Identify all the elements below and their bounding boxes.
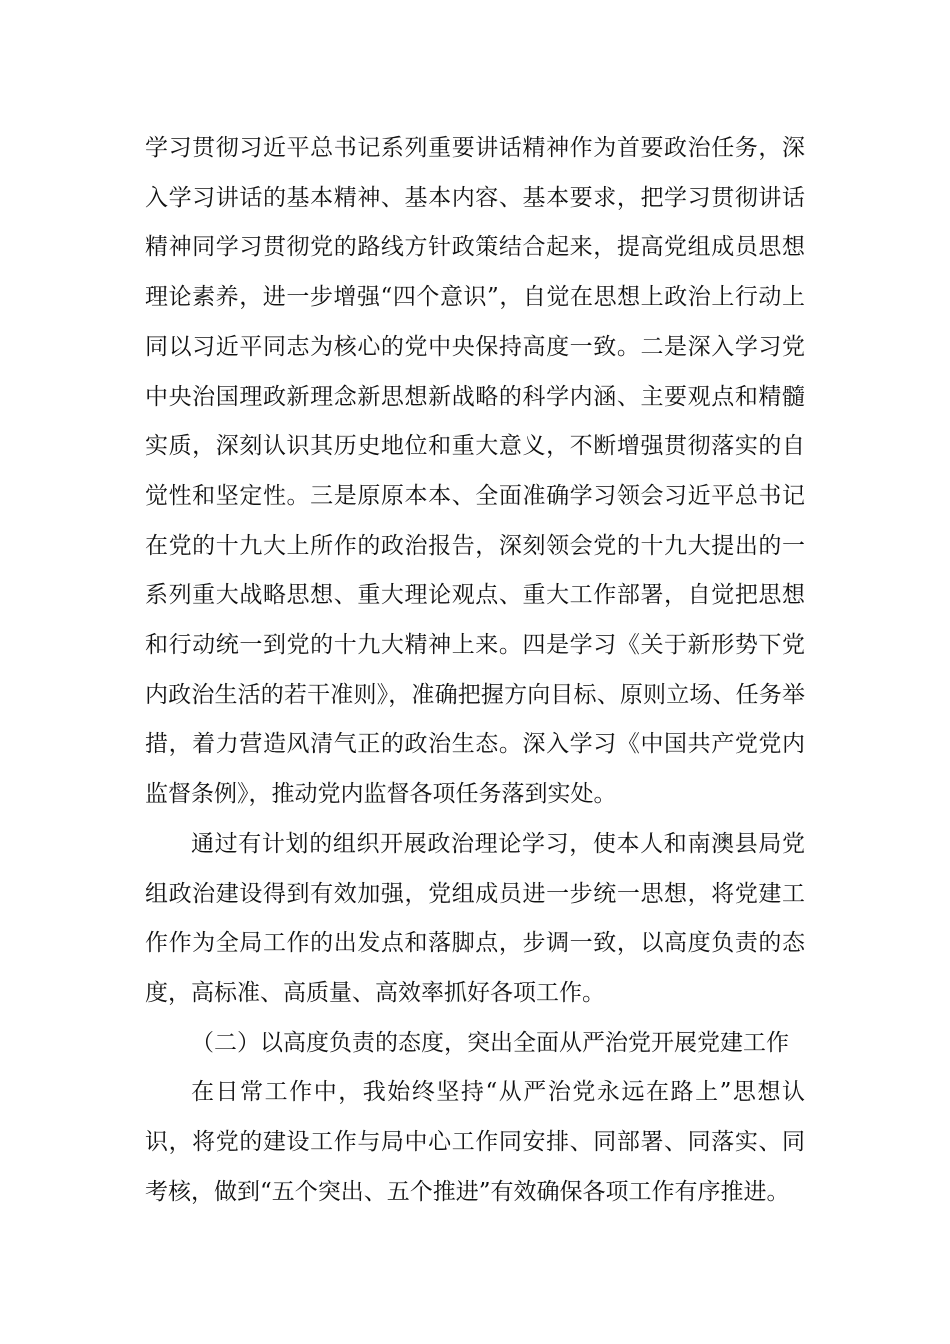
body-paragraph-continuation: 学习贯彻习近平总书记系列重要讲话精神作为首要政治任务，深入学习讲话的基本精神、基本内容、基本要求，把学习贯彻讲话精神同学习贯彻党的路线方针政策结合起来，提高党组成员思想理论素养，进一步增强“四个意识”，自觉在思想上政治上行动上同以习近平同志为核心的党中央保持高度一致。二是深入学习党中央治国理政新理念新思想新战略的科学内涵、主要观点和精髓实质，深刻认识其历史地位和重大意义，不断增强贯彻落实的自觉性和坚定性。三是原原本本、全面准确学习领会习近平总书记在党的十九大上所作的政治报告，深刻领会党的十九大提出的一系列重大战略思想、重大理论观点、重大工作部署，自觉把思想和行动统一到党的十九大精神上来。四是学习《关于新形势下党内政治生活的若干准则》，准确把握方向目标、原则立场、任务举措，着力营造风清气正的政治生态。深入学习《中国共产党党内监督条例》，推动党内监督各项任务落到实处。 xyxy=(145,135,805,808)
body-paragraph-study-result: 通过有计划的组织开展政治理论学习，使本人和南澳县局党组政治建设得到有效加强，党组成员进一步统一思想，将党建工作作为全局工作的出发点和落脚点，步调一致，以高度负责的态度，高标准、高质量、高效率抓好各项工作。 xyxy=(145,830,805,1006)
section-heading-2: （二）以高度负责的态度，突出全面从严治党开展党建工作 xyxy=(191,1029,789,1056)
document-body xyxy=(145,124,805,1217)
body-paragraph-daily-work: 在日常工作中，我始终坚持“从严治党永远在路上”思想认识，将党的建设工作与局中心工作同安排、同部署、同落实、同考核，做到“五个突出、五个推进”有效确保各项工作有序推进。 xyxy=(145,1079,805,1205)
